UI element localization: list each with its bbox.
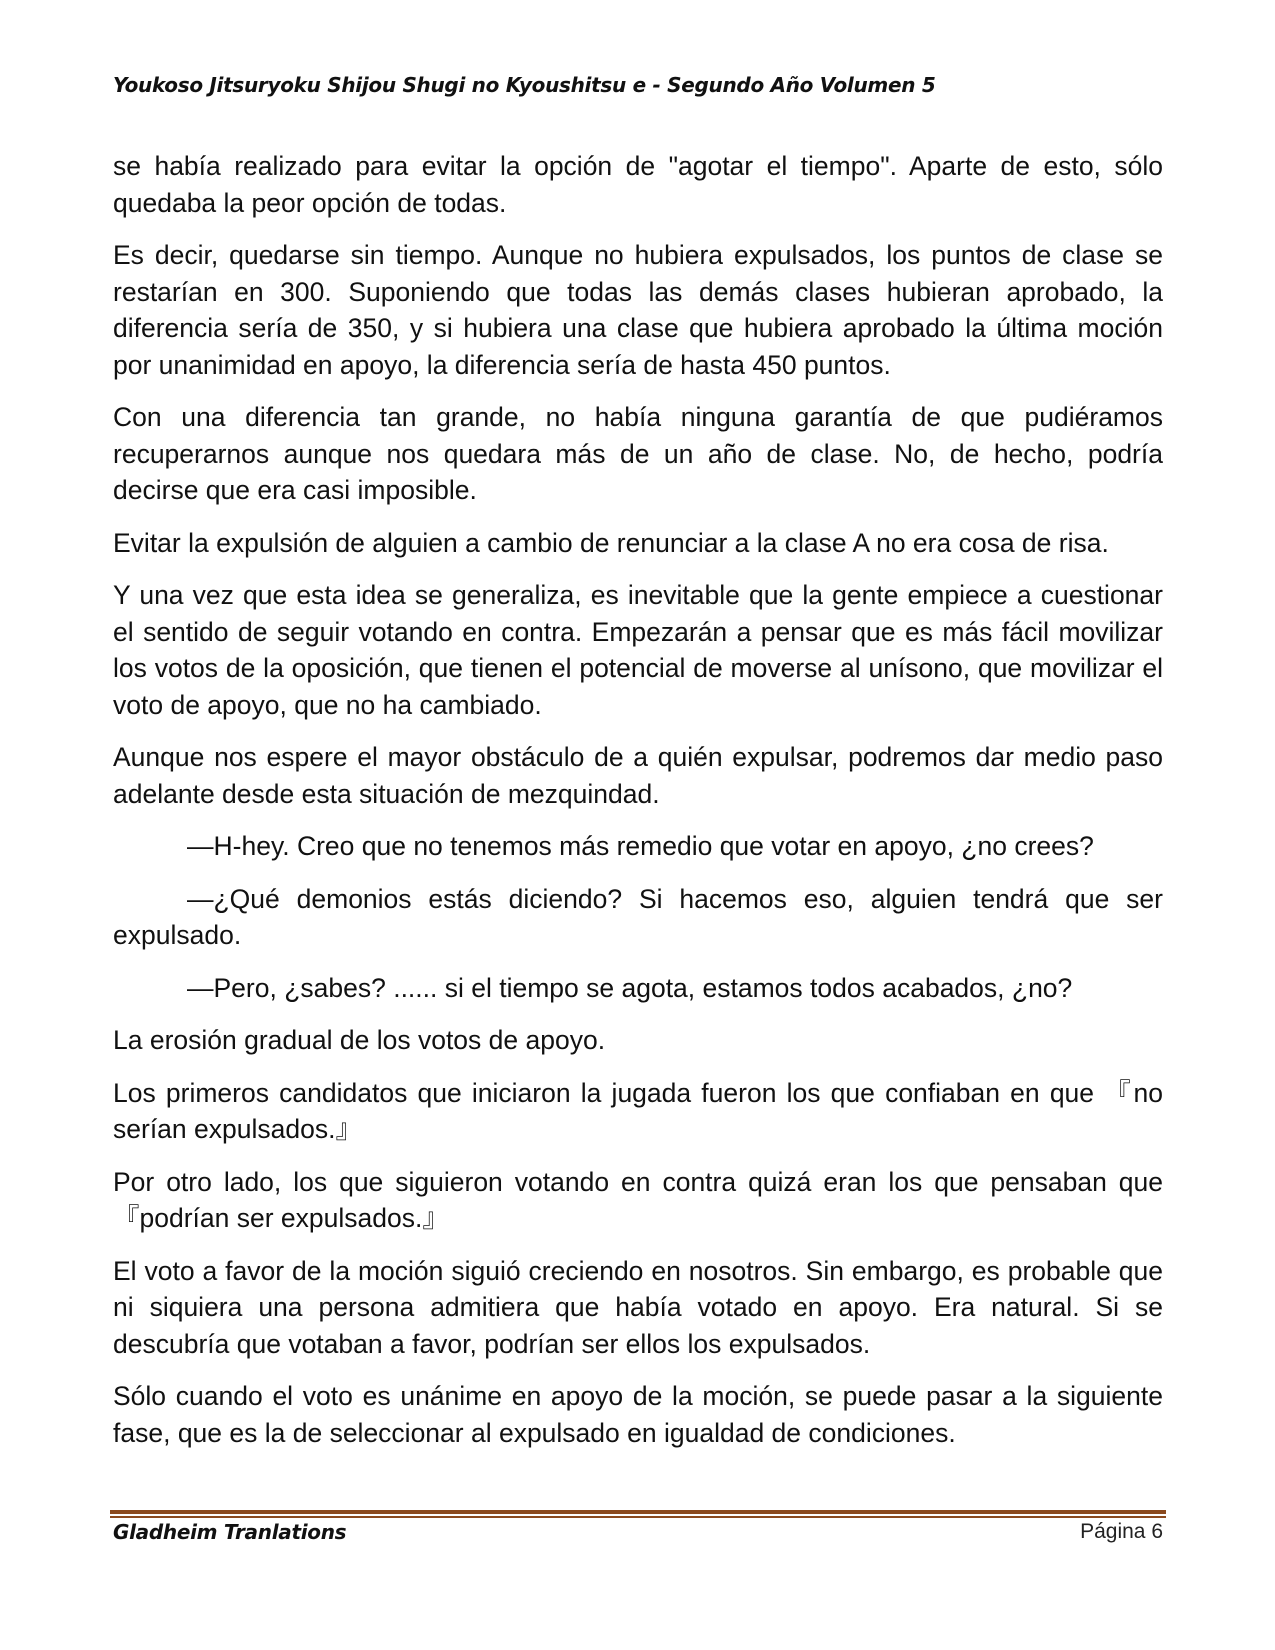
paragraph: Por otro lado, los que siguieron votando en contra quizá eran los que pensaban que 『podrían ser expulsados.』	[113, 1166, 1163, 1233]
page-number: Página 6	[1080, 1520, 1163, 1543]
paragraph: Con una diferencia tan grande, no había ninguna garantía de que pudiéramos recuperarnos aunque nos quedara más de un año de clase. No, de hecho, podría decirse que era casi imposible.	[113, 402, 1163, 505]
footer-divider-thick	[110, 1510, 1166, 1514]
paragraph: El voto a favor de la moción siguió creciendo en nosotros. Sin embargo, es probable que ni siquiera una persona admitiera que había votado en apoyo. Era natural. Si se descubría que votaban a favor, podrían ser ellos los expulsados.	[113, 1255, 1163, 1359]
paragraph: Y una vez que esta idea se generaliza, es inevitable que la gente empiece a cuestionar el sentido de seguir votando en contra. Empezarán a pensar que es más fácil movilizar los votos de la oposición, que tienen el potencial de moverse al unísono, que movilizar el voto de apoyo, que no ha cambiado.	[113, 580, 1163, 720]
dialogue-line: —¿Qué demonios estás diciendo? Si hacemos eso, alguien tendrá que ser expulsado.	[113, 883, 1163, 950]
dialogue-line: —Pero, ¿sabes? ...... si el tiempo se agota, estamos todos acabados, ¿no?	[187, 972, 1073, 1003]
paragraph: se había realizado para evitar la opción de "agotar el tiempo". Aparte de esto, sólo quedaba la peor opción de todas.	[113, 151, 1163, 218]
paragraph: Es decir, quedarse sin tiempo. Aunque no hubiera expulsados, los puntos de clase se restarían en 300. Suponiendo que todas las demás clases hubieran aprobado, la diferencia sería de 350, y si hubiera una clase que hubiera aprobado la última moción por unanimidad en apoyo, la diferencia sería de hasta 450 puntos.	[113, 240, 1163, 380]
paragraph: Los primeros candidatos que iniciaron la jugada fueron los que confiaban en que 『no serían expulsados.』	[113, 1077, 1163, 1144]
footer-publisher: Gladheim Tranlations	[113, 1520, 347, 1544]
paragraph: Aunque nos espere el mayor obstáculo de a quién expulsar, podremos dar medio paso adelante desde esta situación de mezquindad.	[113, 742, 1163, 809]
footer-divider-thin	[110, 1516, 1166, 1518]
body-text	[113, 148, 1163, 1467]
paragraph: La erosión gradual de los votos de apoyo.	[113, 1025, 606, 1055]
paragraph: Sólo cuando el voto es unánime en apoyo de la moción, se puede pasar a la siguiente fase, que es la de seleccionar al expulsado en igualdad de condiciones.	[113, 1381, 1163, 1448]
page-header-title: Youkoso Jitsuryoku Shijou Shugi no Kyoushitsu e - Segundo Año Volumen 5	[113, 73, 936, 97]
paragraph: Evitar la expulsión de alguien a cambio de renunciar a la clase A no era cosa de risa.	[113, 527, 1109, 558]
dialogue-line: —H-hey. Creo que no tenemos más remedio que votar en apoyo, ¿no crees?	[187, 831, 1094, 861]
